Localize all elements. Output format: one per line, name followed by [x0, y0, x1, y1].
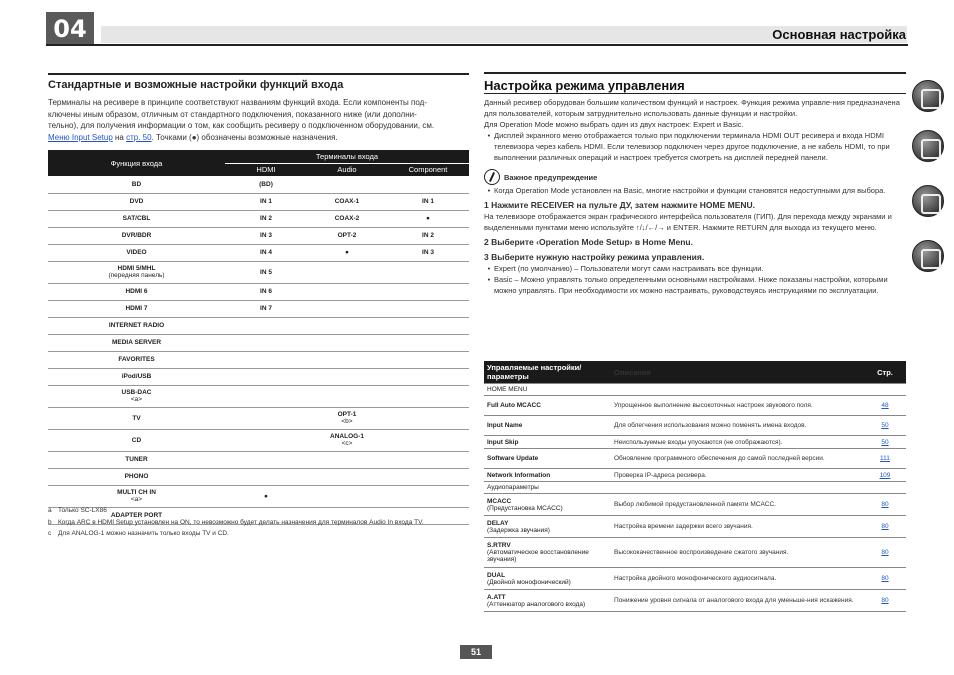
step-3: 3 Выберите нужную настройку режима управления.: [484, 252, 705, 262]
table-row: Аудиопараметры: [484, 482, 906, 494]
table-row: Input Name Для облегчения использования можно поменять имена входов. 50: [484, 416, 906, 436]
col-hdmi: HDMI: [256, 165, 276, 175]
table-row: iPod/USB: [48, 368, 469, 385]
step-1: 1 Нажмите RECEIVER на пульте ДУ, затем нажмите HOME MENU.: [484, 200, 756, 210]
table-row: PHONO: [48, 468, 469, 485]
note-item: a Только SC-LX86: [48, 507, 107, 514]
table-row: TUNER: [48, 451, 469, 468]
page-link[interactable]: 50: [881, 422, 889, 429]
table-row: MCACC (Предустановка MCACC) Выбор любимой предустановленной памяти MCACC. 80: [484, 494, 906, 516]
left-column: [48, 73, 469, 525]
note-item: c Для ANALOG-1 можно назначить только входы TV и CD.: [48, 530, 229, 537]
table-row: DVD IN 1 COAX-1 IN 1: [48, 193, 469, 210]
warning-bullet: • Когда Operation Mode установлен на Basic, многие настройки и функции становятся недоступными для выбора.: [487, 186, 886, 195]
operation-mode-table: [484, 361, 906, 612]
table-row: HDMI 6 IN 6: [48, 283, 469, 300]
col-descriptions: Описания: [611, 361, 864, 384]
table-row: DUAL (Двойной монофонический) Настройка двойного монофонического аудиосигнала. 80: [484, 568, 906, 590]
header-divider: [46, 44, 908, 46]
help-icon[interactable]: [912, 240, 944, 272]
step-3-bullet: • Basic – Можно управлять только определенными основными настройками. Ниже показаны настройки, которыми можно управлять. При необходимости их можно настраивать, руководствуясь инструкциями по эксплуатации.: [487, 275, 888, 295]
table-row: TV OPT-1 <b>: [48, 407, 469, 429]
table-row: A.ATT (Аттенюатор аналогового входа) Понижение уровня сигнала от аналогового входа для уменьше-ния искажения. 80: [484, 590, 906, 612]
page-50-link[interactable]: стр. 50: [126, 132, 152, 142]
col-audio: Audio: [337, 165, 357, 175]
col-page: Стр.: [864, 361, 906, 384]
page-number: 51: [460, 645, 492, 659]
question-icon[interactable]: [912, 185, 944, 217]
page-link[interactable]: 109: [879, 471, 891, 479]
right-body: [484, 97, 906, 296]
col-terminals: Терминалы входа: [225, 150, 469, 163]
table-row: S.RTRV (Автоматическое восстановление звучания) Высококачественное воспроизведение сжатого звучания. 80: [484, 538, 906, 568]
col-settings: Управляемые настройки/ параметры: [484, 361, 611, 384]
table-row: DVR/BDR IN 3 OPT-2 IN 2: [48, 227, 469, 244]
table-row: DELAY (Задержка звучания) Настройка времени задержки всего звучания. 80: [484, 516, 906, 538]
warning-heading: Важное предупреждение: [484, 169, 906, 185]
input-function-table: [48, 150, 469, 525]
page-link[interactable]: 80: [881, 575, 889, 582]
remote-icon[interactable]: [912, 130, 944, 162]
page-link[interactable]: 80: [881, 523, 889, 530]
table-row: VIDEO IN 4 ● IN 3: [48, 244, 469, 261]
table-row: HDMI 7 IN 7: [48, 300, 469, 317]
page-link[interactable]: 80: [881, 597, 889, 604]
section-title: Основная настройка: [772, 27, 906, 42]
right-rule-top: [484, 72, 906, 74]
mode-paragraph: Для Operation Mode можно выбрать один из двух настроек: Expert и Basic.: [484, 120, 744, 129]
table-row: SAT/CBL IN 2 COAX-2 ●: [48, 210, 469, 227]
table-row: Input Skip Неиспользуемые входы упускаются (не отображаются). 50: [484, 436, 906, 449]
table-notes: [48, 505, 469, 540]
intro-paragraph: Данный ресивер оборудован большим количеством функций и настроек. Функция режима управле-ния предназначена для пользователей, которым затруднительно использовать данные функции и настройки.: [484, 98, 900, 118]
table-row: USB-DAC <a>: [48, 385, 469, 407]
table-row: Network Information Проверка IP-адреса ресивера. 109: [484, 469, 906, 482]
col-component: Component: [408, 165, 448, 175]
bullet: • Дисплей экранного меню отображается только при подключении терминала HDMI OUT ресивера и входа HDMI телевизора через кабель HDMI. Если телевизор подключен через другое подключение, а не кабель HDMI, то при выполнении различных операций и настроек требуется смотреть на дисплей передней панели.: [487, 131, 890, 162]
left-intro: Терминалы на ресивере в принципе соответствуют названиям функций входа. Если компоненты под- ключены иным образом, отличным от стандартного подключения, показанного ниже (или дополни- тельно), для получения информации о том, как сообщить ресиверу о подключенном оборудовании, см. Меню Input Setup на стр. 50. Точками (●) обозначены возможные назначения.: [48, 98, 435, 142]
table-row: MEDIA SERVER: [48, 334, 469, 351]
step-1-text: На телевизоре отображается экран графического интерфейса пользователя (ГИП). Для перехода между экранами и выделенными пунктами меню используйте ↑/↓/←/→ и ENTER. Нажмите RETURN для выхода из текущего меню.: [484, 212, 892, 232]
page-link[interactable]: 80: [881, 501, 889, 508]
right-rule-bottom: [484, 93, 906, 94]
step-3-bullet: • Expert (по умолчанию) – Пользователи могут сами настраивать все функции.: [487, 264, 764, 273]
chapter-number: 04: [46, 12, 94, 46]
table-row: CD ANALOG-1 <c>: [48, 429, 469, 451]
table-row: MULTI CH IN <a> ●: [48, 485, 469, 507]
page-link[interactable]: 48: [881, 402, 889, 409]
table-row: HOME MENU: [484, 384, 906, 396]
book-icon[interactable]: [912, 80, 944, 112]
left-heading: Стандартные и возможные настройки функций входа: [48, 79, 344, 91]
right-heading: Настройка режима управления: [484, 78, 685, 93]
input-setup-link[interactable]: Меню Input Setup: [48, 132, 113, 142]
table-row: BD (BD): [48, 176, 469, 193]
page-link[interactable]: 50: [881, 438, 889, 446]
warning-icon: [484, 169, 500, 185]
table-row: HDMI 5/MHL (передняя панель) IN 5: [48, 261, 469, 283]
col-function: Функция входа: [110, 158, 163, 168]
table-row: ADAPTER PORT: [48, 507, 469, 524]
page-link[interactable]: 80: [881, 549, 889, 556]
table-row: Software Update Обновление программного обеспечения до самой последней версии. 111: [484, 449, 906, 469]
table-row: Full Auto MCACC Упрощенное выполнение высокоточных настроек звукового поля. 48: [484, 396, 906, 416]
note-item: b Когда ARC в HDMI Setup установлен на ON, то невозможно будет делать назначения для терминалов Audio In входа TV.: [48, 518, 424, 526]
table-row: INTERNET RADIO: [48, 317, 469, 334]
step-2: 2 Выберите ‹Operation Mode Setup› в Home Menu.: [484, 237, 693, 247]
table-row: FAVORITES: [48, 351, 469, 368]
page-link[interactable]: 111: [880, 455, 890, 462]
